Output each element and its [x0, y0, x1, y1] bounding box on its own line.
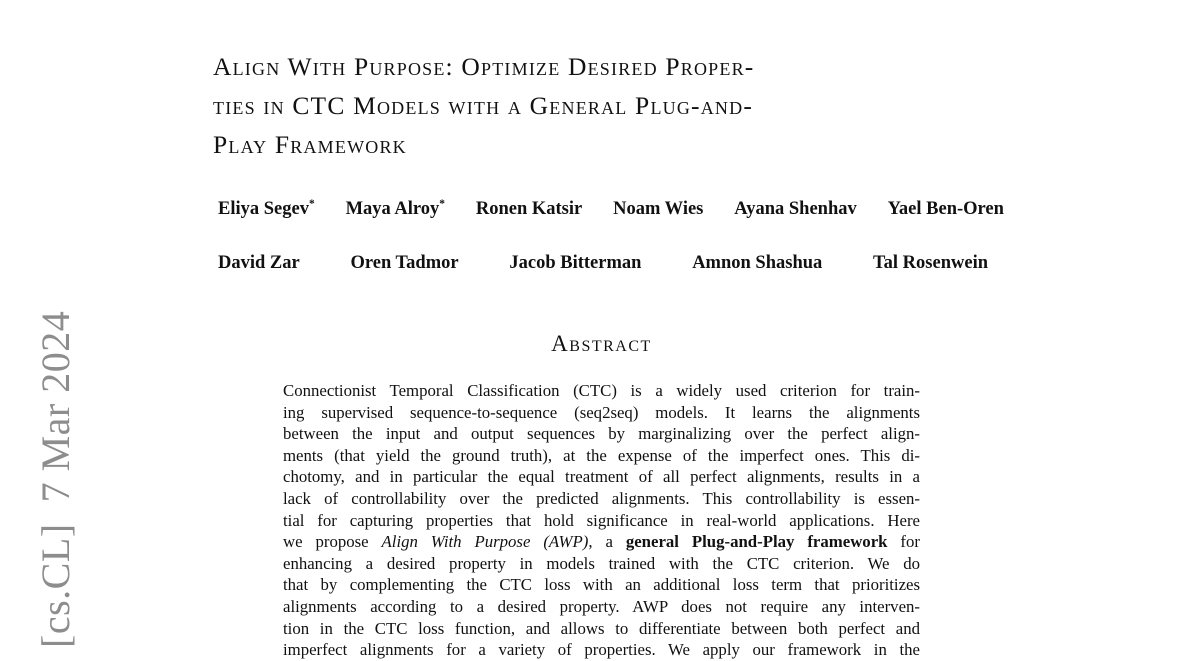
abstract-line [283, 380, 920, 402]
author-name: Amnon Shashua [692, 253, 823, 273]
abstract-text: between the input and output sequences by marginalizing over the perfect align- [283, 424, 920, 444]
abstract-text: chotomy, and in particular the equal treatment of all perfect alignments, results in a [283, 467, 920, 487]
abstract-text: we propose [283, 532, 382, 552]
abstract-text: tion in the CTC loss function, and allows to differentiate between both perfect and [283, 618, 920, 638]
abstract-heading: Abstract [551, 331, 652, 356]
author-name: Eliya Segev* [218, 197, 315, 219]
author-name: Jacob Bitterman [509, 253, 642, 273]
author-name: Maya Alroy* [345, 197, 445, 219]
abstract-text: alignments according to a desired property. AWP does not require any interven- [283, 596, 920, 616]
abstract-line [283, 531, 920, 553]
abstract-italic-text: Align With Purpose (AWP) [381, 532, 589, 552]
abstract-line [283, 596, 920, 618]
paper-title-line-1: Align With Purpose: Optimize Desired Proper- [213, 52, 755, 81]
abstract-text: ments (that yield the ground truth), at the expense of the imperfect ones. This di- [283, 445, 920, 465]
abstract-text: , a [588, 532, 626, 552]
abstract-line [283, 574, 920, 596]
author-name: Tal Rosenwein [873, 253, 988, 273]
abstract-text: that by complementing the CTC loss with an additional loss term that prioritizes [283, 575, 920, 595]
author-affiliation-mark: * [439, 197, 445, 210]
abstract-text: Connectionist Temporal Classification (CTC) is a widely used criterion for train- [283, 381, 920, 400]
abstract-text: for [887, 532, 920, 552]
abstract-bold-text: general Plug-and-Play framework [625, 532, 888, 552]
abstract-text: tial for capturing properties that hold significance in real-world applications. Here [283, 510, 920, 530]
abstract-line [283, 445, 920, 467]
author-row-2 [218, 253, 988, 274]
paper-title-line-3: Play Framework [213, 130, 407, 159]
abstract-text: imperfect alignments for a variety of properties. We apply our framework in the [283, 640, 920, 660]
abstract-line [283, 553, 920, 575]
author-name: Oren Tadmor [350, 253, 459, 273]
abstract-line [283, 423, 920, 445]
abstract-line [283, 510, 920, 532]
abstract-line [283, 639, 920, 661]
abstract-line [283, 466, 920, 488]
abstract-text: enhancing a desired property in models trained with the CTC criterion. We do [283, 553, 920, 573]
author-name: Ayana Shenhav [734, 199, 857, 219]
author-affiliation-mark: * [308, 197, 315, 210]
author-name: Ronen Katsir [475, 199, 583, 219]
arxiv-stamp: [cs.CL] 7 Mar 2024 [33, 310, 78, 648]
abstract-text: ing supervised sequence-to-sequence (seq2seq) models. It learns the alignments [283, 402, 920, 422]
author-name: David Zar [218, 253, 300, 273]
abstract-line [283, 488, 920, 510]
abstract-line [283, 402, 920, 424]
abstract-text: lack of controllability over the predicted alignments. This controllability is essen- [283, 488, 920, 508]
author-name: Yael Ben-Oren [887, 199, 1004, 219]
author-name: Noam Wies [613, 199, 704, 219]
paper-title [213, 47, 1023, 164]
abstract-line [283, 618, 920, 640]
paper-title-line-2: ties in CTC Models with a General Plug-and- [213, 91, 754, 120]
abstract-body [283, 380, 920, 661]
author-row-1 [218, 199, 1004, 220]
